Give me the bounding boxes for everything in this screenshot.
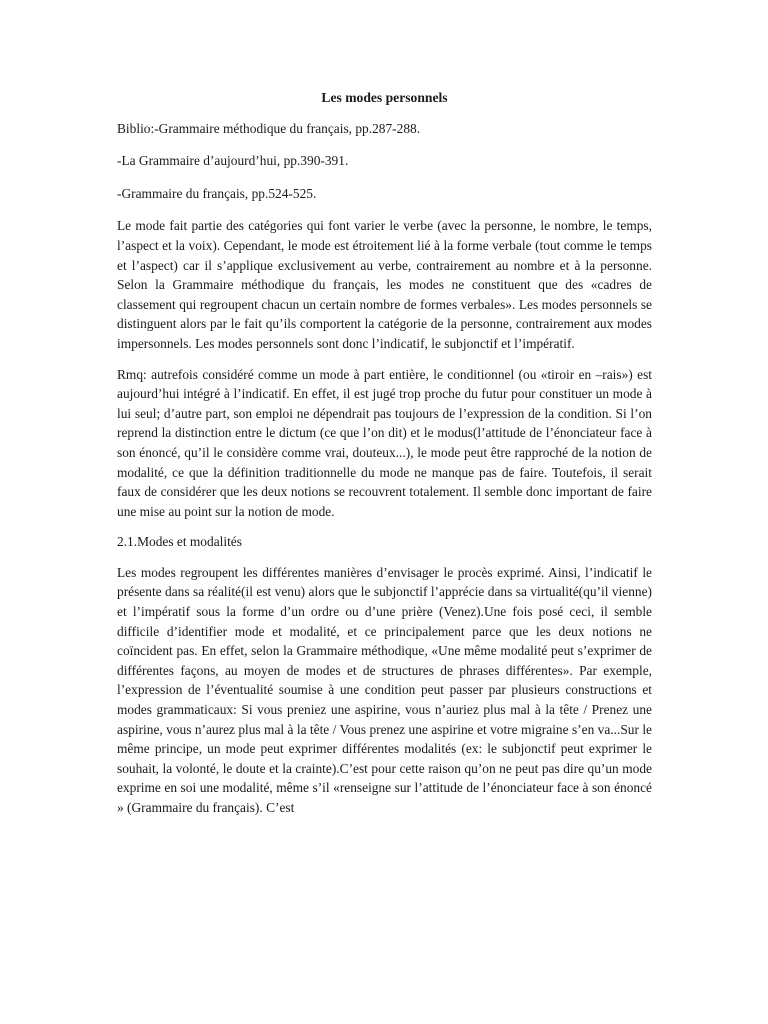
paragraph-intro: Le mode fait partie des catégories qui font varier le verbe (avec la personne, le nombre, le temps, l’aspect et la voix). Cependant, le mode est étroitement lié à la forme verbale (tout comme le temps et l’aspect) car il s’applique exclusivement au verbe, contrairement au nombre et à la personne. Selon la Grammaire méthodique du français, les modes ne constituent que des «cadres de classement qui regroupent chacun un certain nombre de formes verbales». Les modes personnels se distinguent alors par le fait qu’ils comportent la catégorie de la personne, contrairement aux modes impersonnels. Les modes personnels sont donc l’indicatif, le subjonctif et l’impératif. [117, 218, 652, 351]
biblio-line-3: -Grammaire du français, pp.524-525. [117, 185, 317, 201]
paragraph-modes-modalites: Les modes regroupent les différentes manières d’envisager le procès exprimé. Ainsi, l’indicatif le présente dans sa réalité(il est venu) alors que le subjonctif l’apprécie dans sa virtualité(qu’il vienne) et l’impératif sous la forme d’un ordre ou d’une prière (Venez).Une fois posé ceci, il semble difficile d’identifier mode et modalité, et ce principalement parce que les deux notions ne coïncident pas. En effet, selon la Grammaire méthodique, «Une même modalité peut s’exprimer de différentes façons, au moyen de modes et de structures de phrases différentes». Par exemple, l’expression de l’éventualité soumise à une condition peut passer par plusieurs constructions et modes grammaticaux: Si vous preniez une aspirine, vous n’auriez plus mal à la tête / Prenez une aspirine, vous n’aurez plus mal à la tête / Vous prenez une aspirine et votre migraine s’en va...Sur le même principe, un mode peut exprimer différentes modalités (ex: le subjonctif peut exprimer le souhait, la volonté, le doute et la crainte).C’est pour cette raison qu’on ne peut pas dire qu’un mode exprime en soi une modalité, même s’il «renseigne sur l’attitude de l’énonciateur face à son énoncé » (Grammaire du français). C’est [117, 564, 652, 815]
biblio-line-2: -La Grammaire d’aujourd’hui, pp.390-391. [117, 153, 349, 169]
document-title: Les modes personnels [321, 90, 448, 105]
section-heading: 2.1.Modes et modalités [117, 534, 242, 550]
biblio-line-1: Biblio:-Grammaire méthodique du français, pp.287-288. [117, 120, 421, 136]
paragraph-remarque: Rmq: autrefois considéré comme un mode à part entière, le conditionnel (ou «tiroir en –rais») est aujourd’hui intégré à l’indicatif. En effet, il est jugé trop proche du futur pour constituer un mode à lui seul; d’autre part, son emploi ne dépendrait pas toujours de l’expression de la condition. Si l’on reprend la distinction entre le dictum (ce que l’on dit) et le modus(l’attitude de l’énonciateur face à son énoncé, qu’il le considère comme vrai, douteux...), le mode peut être rapproché de la notion de modalité, ce que la définition traditionnelle du mode ne manque pas de faire. Toutefois, il serait faux de considérer que les deux notions se recouvrent totalement. Il semble donc important de faire une mise au point sur la notion de mode. [117, 366, 652, 519]
document-page [117, 88, 652, 829]
